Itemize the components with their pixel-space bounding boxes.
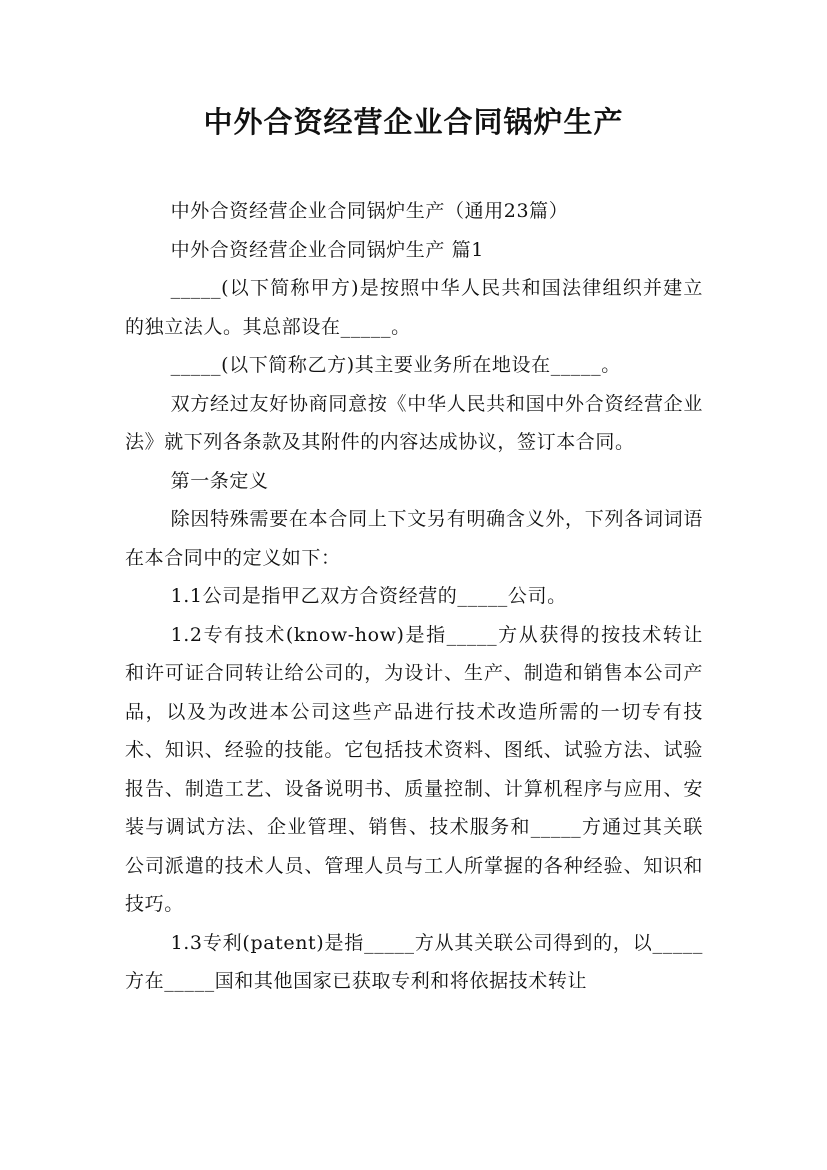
paragraph-party-b: _____(以下简称乙方)其主要业务所在地设在_____。 (170, 354, 621, 376)
paragraph-subtitle: 中外合资经营企业合同锅炉生产（通用23篇） (170, 200, 569, 222)
paragraph-party-a: _____(以下简称甲方)是按照中华人民共和国法律组织并建立的独立法人。其总部设在_____。 (125, 277, 703, 338)
paragraph-definition-1-1: 1.1公司是指甲乙双方合资经营的_____公司。 (170, 585, 567, 607)
document-title: 中外合资经营企业合同锅炉生产 (203, 105, 624, 139)
paragraph-agreement: 双方经过友好协商同意按《中华人民共和国中外合资经营企业法》就下列各条款及其附件的内容达成协议，签订本合同。 (125, 392, 703, 453)
paragraph-section-heading: 中外合资经营企业合同锅炉生产 篇1 (170, 238, 484, 261)
paragraph-definition-1-3: 1.3专利(patent)是指_____方从其关联公司得到的，以_____方在_____国和其他国家已获取专利和将依据技术转让 (125, 931, 703, 992)
paragraph-definition-1-2: 1.2专有技术(know-how)是指_____方从获得的按技术转让和许可证合同转让给公司的，为设计、生产、制造和销售本公司产品，以及为改进本公司这些产品进行技术改造所需的一切专有技术、知识、经验的技能。它包括技术资料、图纸、试验方法、试验报告、制造工艺、设备说明书、质量控制、计算机程序与应用、安装与调试方法、企业管理、销售、技术服务和_____方通过其关联公司派遣的技术人员、管理人员与工人所掌握的各种经验、知识和技巧。 (125, 623, 703, 915)
paragraph-definitions-intro: 除因特殊需要在本合同上下文另有明确含义外，下列各词词语在本合同中的定义如下： (125, 508, 703, 569)
document-body (125, 192, 703, 1001)
paragraph-article-1-heading: 第一条定义 (170, 469, 269, 492)
